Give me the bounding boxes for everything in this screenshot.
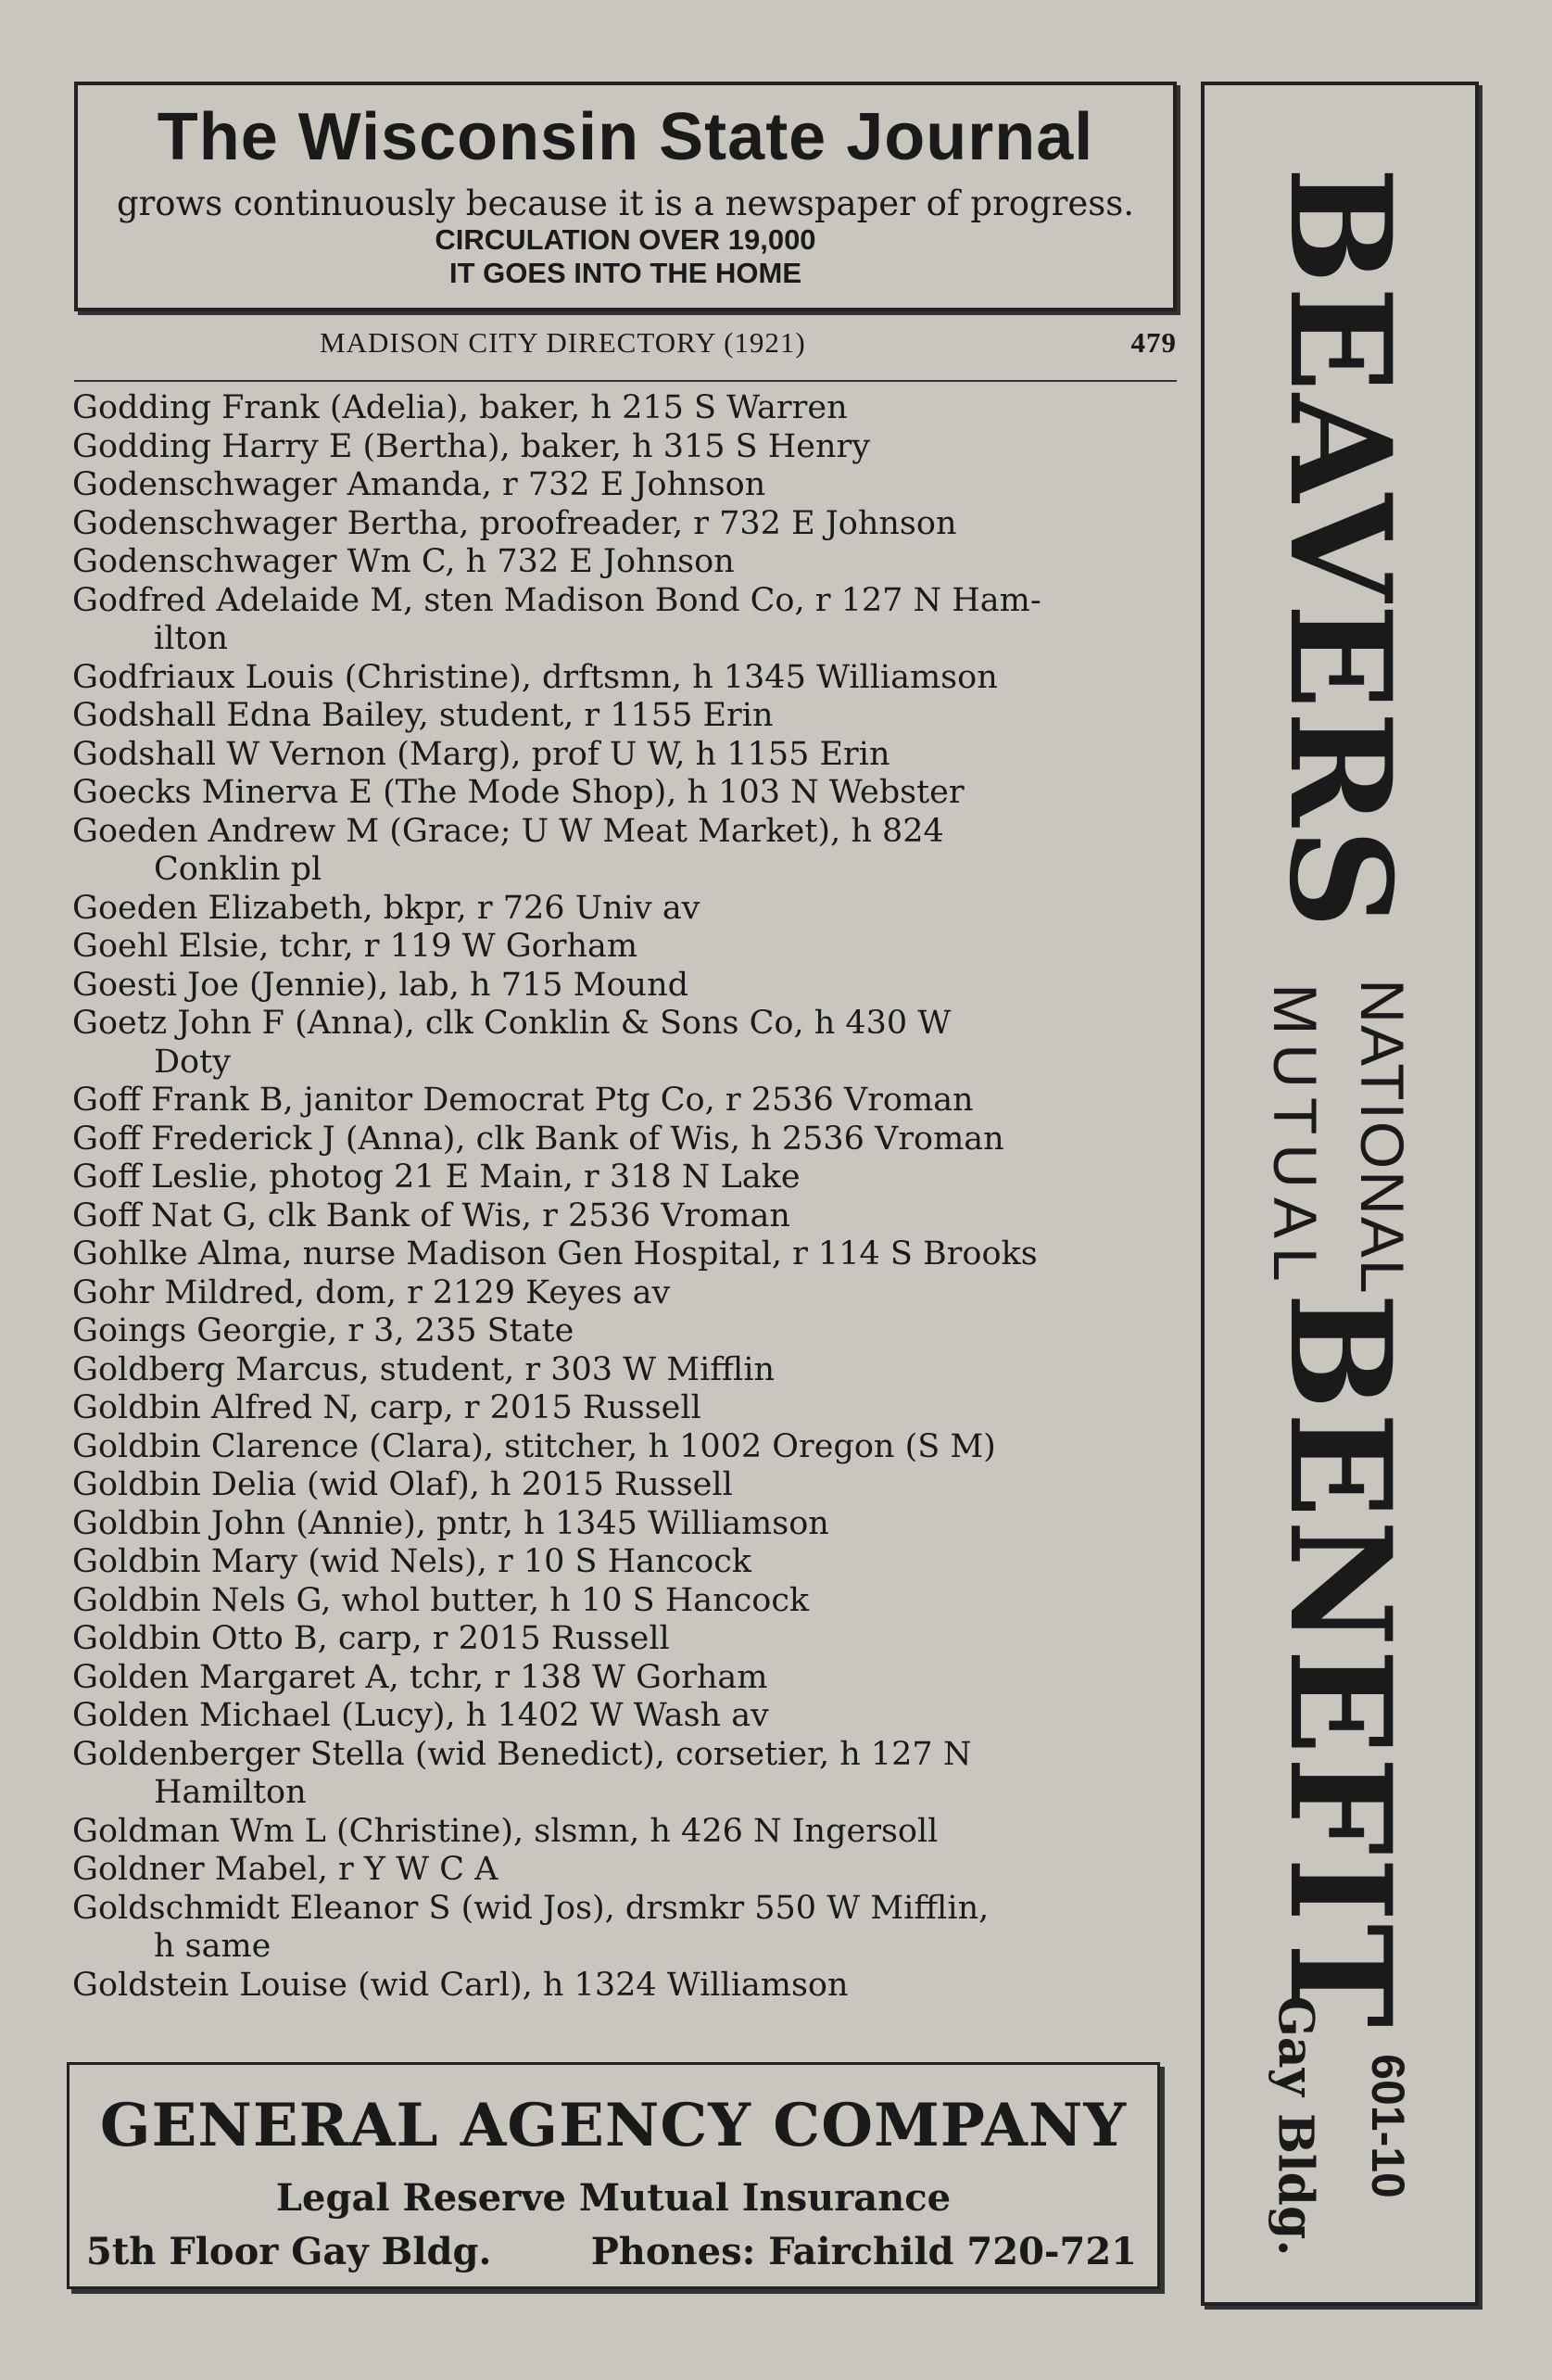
directory-entry <box>72 736 1184 775</box>
insurance-advertisement <box>67 2062 1160 2289</box>
side-ad-mutual: MUTUAL <box>1261 983 1330 1291</box>
header-rule <box>74 380 1177 382</box>
directory-entry <box>72 1197 1184 1236</box>
directory-entry <box>72 928 1184 967</box>
directory-entry <box>72 697 1184 736</box>
entry-text: Godding Frank (Adelia), baker, h 215 S Warren <box>72 389 848 426</box>
ad-circulation: CIRCULATION OVER 19,000 <box>435 223 816 256</box>
directory-title: MADISON CITY DIRECTORY (1921) <box>320 326 806 359</box>
directory-entry <box>72 505 1184 544</box>
running-header <box>74 326 1177 373</box>
entry-text: Goecks Minerva E (The Mode Shop), h 103 N Webster <box>72 774 965 811</box>
directory-entry <box>72 967 1184 1006</box>
directory-entry <box>72 1158 1184 1197</box>
directory-entry <box>72 1389 1184 1428</box>
entry-text: Godfred Adelaide M, sten Madison Bond Co, r 127 N Ham- <box>72 581 1041 619</box>
directory-entry <box>72 1543 1184 1582</box>
ad-company-address: 5th Floor Gay Bldg. <box>86 2230 492 2273</box>
directory-entry <box>72 1466 1184 1505</box>
directory-entry <box>72 1697 1184 1736</box>
side-ad-room: 601-10 <box>1362 2054 1414 2198</box>
entry-text: Goesti Joe (Jennie), lab, h 715 Mound <box>72 966 689 1004</box>
directory-entries <box>72 389 1184 2005</box>
side-ad-benefit: BENEFIT <box>1258 1292 1421 2030</box>
directory-entry <box>72 1005 1184 1082</box>
entry-text: Goff Frederick J (Anna), clk Bank of Wis, h 2536 Vroman <box>72 1120 1004 1158</box>
directory-entry <box>72 1582 1184 1621</box>
entry-text: Goldman Wm L (Christine), slsmn, h 426 N Ingersoll <box>72 1812 939 1850</box>
entry-text: Golden Margaret A, tchr, r 138 W Gorham <box>72 1658 768 1696</box>
entry-text: Godshall W Vernon (Marg), prof U W, h 1155 Erin <box>72 735 890 773</box>
ad-slogan: grows continuously because it is a newspaper of progress. <box>116 184 1135 223</box>
entry-text: Goehl Elsie, tchr, r 119 W Gorham <box>72 928 638 965</box>
directory-entry <box>72 1428 1184 1467</box>
directory-entry <box>72 389 1184 428</box>
entry-continuation: Doty <box>154 1043 231 1081</box>
entry-text: Godenschwager Amanda, r 732 E Johnson <box>72 466 766 503</box>
directory-entry <box>72 582 1184 659</box>
directory-entry <box>72 1620 1184 1659</box>
ad-home-line: IT GOES INTO THE HOME <box>448 256 802 289</box>
directory-entry <box>72 1351 1184 1390</box>
directory-entry <box>72 1274 1184 1313</box>
newspaper-advertisement <box>74 82 1177 311</box>
entry-text: Goeden Andrew M (Grace; U W Meat Market), h 824 <box>72 812 944 850</box>
entry-text: Godshall Edna Bailey, student, r 1155 Erin <box>72 697 774 734</box>
directory-entry <box>72 813 1184 890</box>
entry-text: Godenschwager Wm C, h 732 E Johnson <box>72 543 735 580</box>
entry-text: Golden Michael (Lucy), h 1402 W Wash av <box>72 1697 769 1734</box>
entry-text: Goldberg Marcus, student, r 303 W Mifflin <box>72 1350 776 1388</box>
side-ad-beavers: BEAVERS <box>1258 166 1421 931</box>
ad-newspaper-title: The Wisconsin State Journal <box>157 100 1094 174</box>
entry-continuation: h same <box>154 1928 271 1965</box>
entry-text: Goldbin Alfred N, carp, r 2015 Russell <box>72 1389 701 1426</box>
side-ad-national: NATIONAL <box>1348 979 1417 1296</box>
side-advertisement <box>1201 82 1479 2306</box>
entry-text: Goldenberger Stella (wid Benedict), corsetier, h 127 N <box>72 1735 972 1773</box>
page-number: 479 <box>1130 326 1177 359</box>
directory-entry <box>72 1120 1184 1159</box>
entry-text: Godfriaux Louis (Christine), drftsmn, h 1345 Williamson <box>72 658 998 696</box>
entry-text: Goldbin Nels G, whol butter, h 10 S Hancock <box>72 1581 810 1619</box>
entry-continuation: ilton <box>154 620 229 657</box>
entry-text: Godding Harry E (Bertha), baker, h 315 S Henry <box>72 427 871 465</box>
directory-entry <box>72 543 1184 582</box>
entry-text: Goldner Mabel, r Y W C A <box>72 1851 498 1888</box>
ad-company-phones: Phones: Fairchild 720-721 <box>590 2230 1137 2273</box>
directory-entry <box>72 1736 1184 1813</box>
directory-entry <box>72 1851 1184 1890</box>
directory-entry <box>72 1505 1184 1544</box>
entry-text: Goldschmidt Eleanor S (wid Jos), drsmkr 550 W Mifflin, <box>72 1889 990 1927</box>
entry-text: Goldbin Delia (wid Olaf), h 2015 Russell <box>72 1466 733 1503</box>
entry-continuation: Conklin pl <box>154 851 322 888</box>
entry-text: Goldbin John (Annie), pntr, h 1345 Williamson <box>72 1504 829 1542</box>
entry-text: Godenschwager Bertha, proofreader, r 732 E Johnson <box>72 504 957 542</box>
entry-text: Gohlke Alma, nurse Madison Gen Hospital, r 114 S Brooks <box>72 1235 1038 1272</box>
directory-entry <box>72 428 1184 467</box>
entry-text: Goff Frank B, janitor Democrat Ptg Co, r 2536 Vroman <box>72 1082 974 1119</box>
directory-entry <box>72 1813 1184 1852</box>
ad-company-subtitle: Legal Reserve Mutual Insurance <box>275 2176 952 2220</box>
directory-entry <box>72 1967 1184 2006</box>
directory-entry <box>72 1890 1184 1967</box>
entry-text: Goldbin Mary (wid Nels), r 10 S Hancock <box>72 1543 752 1580</box>
directory-entry <box>72 1659 1184 1698</box>
ad-company-name: GENERAL AGENCY COMPANY <box>99 2091 1128 2160</box>
entry-text: Goff Leslie, photog 21 E Main, r 318 N Lake <box>72 1158 801 1196</box>
directory-entry <box>72 774 1184 813</box>
entry-text: Goldstein Louise (wid Carl), h 1324 Williamson <box>72 1966 849 2004</box>
entry-text: Goldbin Otto B, carp, r 2015 Russell <box>72 1620 670 1657</box>
entry-text: Gohr Mildred, dom, r 2129 Keyes av <box>72 1273 671 1311</box>
directory-entry <box>72 1235 1184 1274</box>
directory-entry <box>72 1312 1184 1351</box>
entry-text: Goldbin Clarence (Clara), stitcher, h 1002 Oregon (S M) <box>72 1427 996 1465</box>
directory-entry <box>72 659 1184 698</box>
entry-text: Goeden Elizabeth, bkpr, r 726 Univ av <box>72 889 700 927</box>
entry-text: Goetz John F (Anna), clk Conklin & Sons Co, h 430 W <box>72 1005 952 1042</box>
entry-continuation: Hamilton <box>154 1774 307 1811</box>
directory-entry <box>72 890 1184 929</box>
side-ad-building: Gay Bldg. <box>1267 1995 1324 2257</box>
entry-text: Goff Nat G, clk Bank of Wis, r 2536 Vroman <box>72 1196 790 1234</box>
entry-text: Goings Georgie, r 3, 235 State <box>72 1312 574 1349</box>
directory-entry <box>72 466 1184 505</box>
directory-entry <box>72 1082 1184 1120</box>
